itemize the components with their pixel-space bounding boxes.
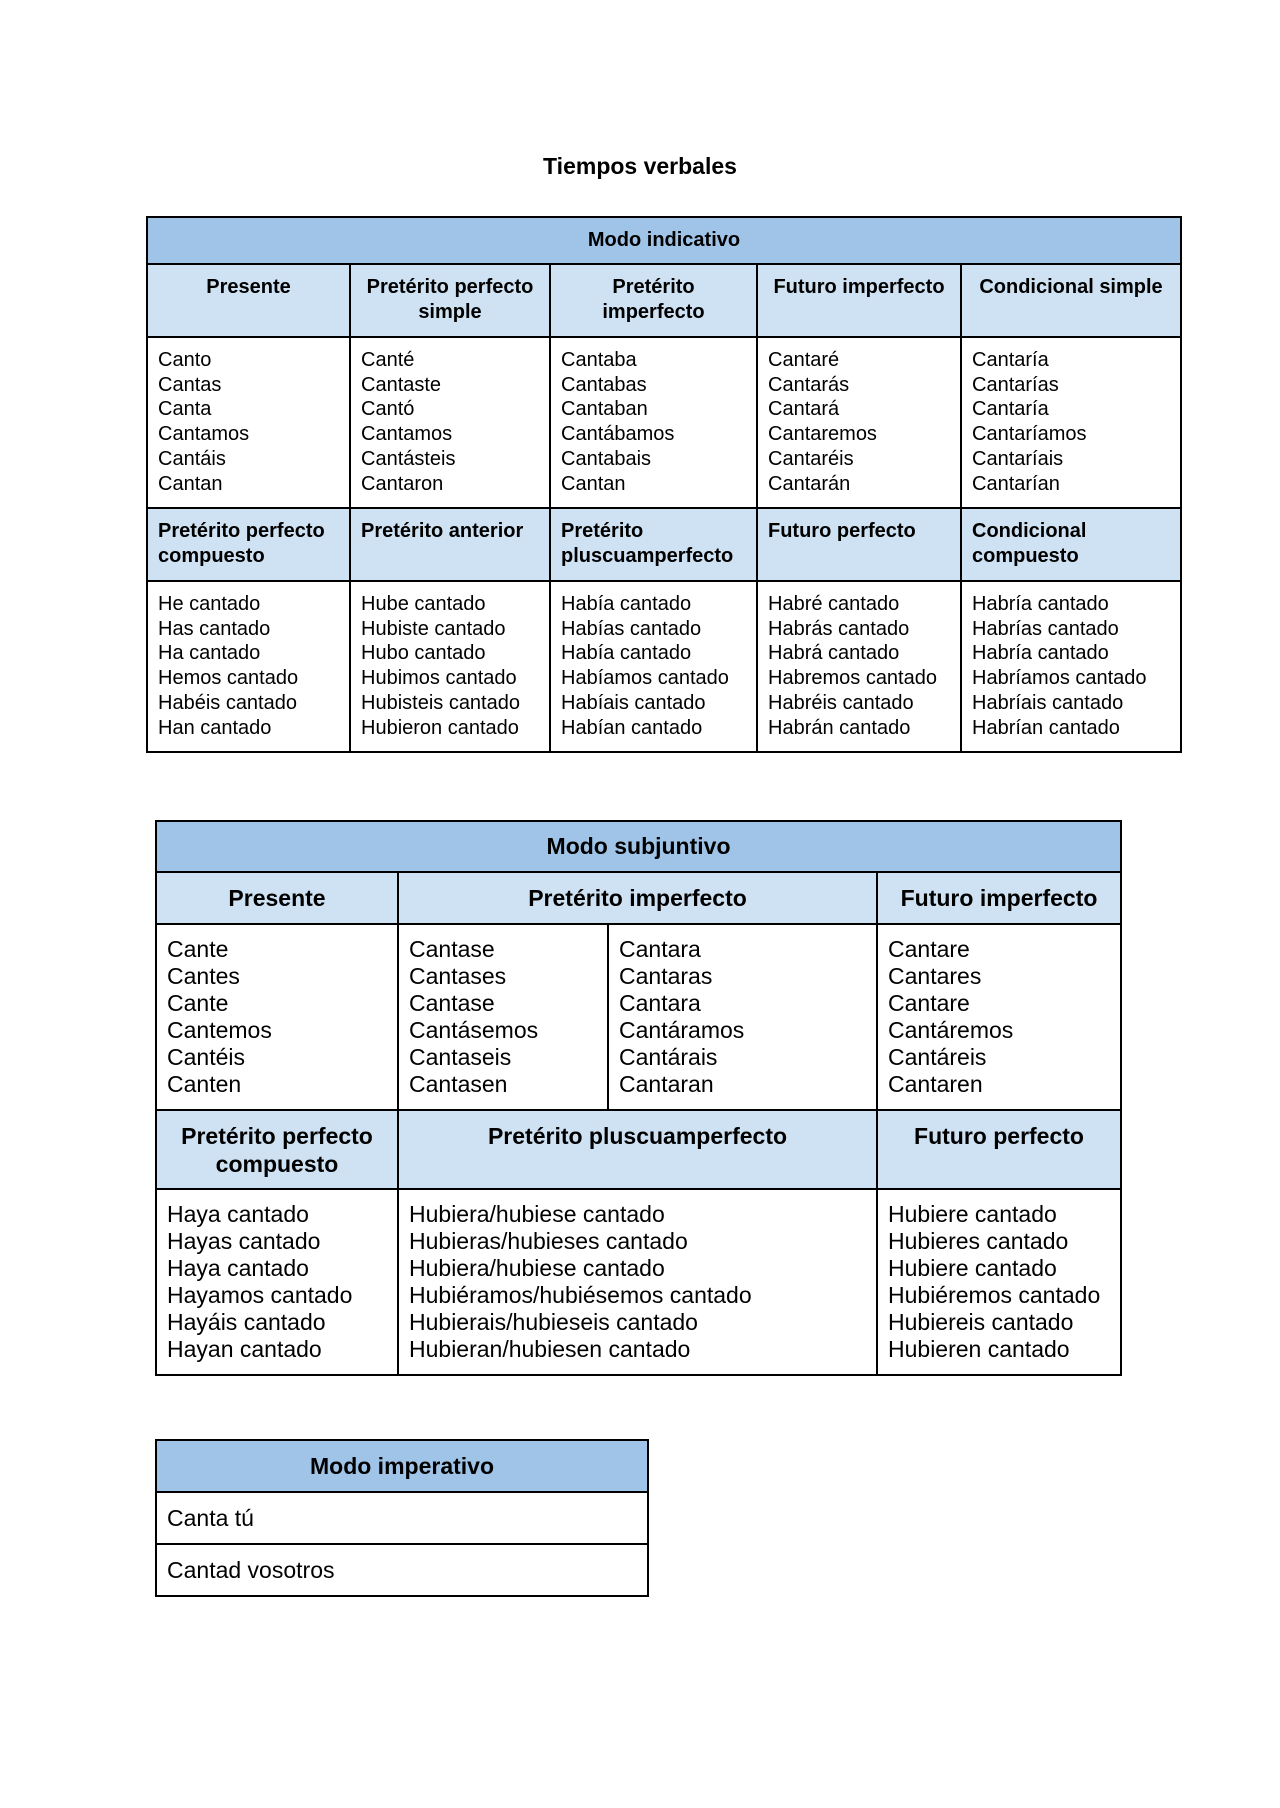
- conjugation-form: Cantara: [619, 936, 701, 962]
- conjugation-form: Habéis cantado: [158, 691, 297, 714]
- ind-header-futuro-imperfecto: Futuro imperfecto: [757, 264, 961, 337]
- conjugation-form: Cante: [167, 990, 229, 1016]
- conjugation-form: Hubiere cantado: [888, 1255, 1057, 1281]
- conjugation-form: Hubiéremos cantado: [888, 1282, 1101, 1308]
- conjugation-form: Hubieran/hubiesen cantado: [409, 1336, 691, 1362]
- conjugation-form: Cantemos: [167, 1017, 272, 1043]
- conjugation-form: Cantes: [167, 963, 240, 989]
- conjugation-form: Ha cantado: [158, 642, 261, 665]
- conjugation-form: Haya cantado: [167, 1201, 309, 1227]
- conjugation-form: Cantarías: [972, 373, 1059, 396]
- conjugation-form: Habrá cantado: [768, 642, 900, 665]
- conjugation-cell: [550, 337, 757, 508]
- conjugation-cell: [398, 924, 608, 1110]
- conjugation-cell: [961, 337, 1181, 508]
- conjugation-cell: [156, 924, 398, 1110]
- conjugation-form: Hubiere cantado: [888, 1201, 1057, 1227]
- conjugation-form: Cantan: [158, 472, 223, 495]
- conjugation-form: Cantare: [888, 936, 970, 962]
- conjugation-form: Cantaréis: [768, 447, 854, 470]
- conjugation-form: Habréis cantado: [768, 691, 914, 714]
- conjugation-form: Cantarás: [768, 373, 850, 396]
- conjugation-form: Cantabas: [561, 373, 647, 396]
- conjugation-cell: [147, 581, 350, 752]
- ind-header-preterito-perfecto-simple: Pretérito perfecto simple: [350, 264, 550, 337]
- sub-header-preterito-perfecto-compuesto: Pretérito perfecto compuesto: [156, 1110, 398, 1189]
- conjugation-form: Hayamos cantado: [167, 1282, 353, 1308]
- conjugation-form: Cantaseis: [409, 1044, 512, 1070]
- conjugation-form: Habíamos cantado: [561, 667, 729, 690]
- sub-header-futuro-imperfecto: Futuro imperfecto: [877, 872, 1121, 924]
- conjugation-form: Habré cantado: [768, 593, 900, 615]
- conjugation-form: Hubieren cantado: [888, 1336, 1070, 1362]
- conjugation-form: Hubieron cantado: [361, 716, 519, 739]
- conjugation-form: Cantasen: [409, 1071, 508, 1097]
- conjugation-form: Hubieres cantado: [888, 1228, 1069, 1254]
- conjugation-form: Cantarían: [972, 472, 1060, 495]
- conjugation-form: Habría cantado: [972, 593, 1109, 615]
- conjugation-cell: [350, 581, 550, 752]
- conjugation-form: Cantaría: [972, 349, 1049, 371]
- ind-header-futuro-perfecto: Futuro perfecto: [757, 508, 961, 581]
- conjugation-form: Cantáramos: [619, 1017, 745, 1043]
- conjugation-cell: [877, 1189, 1121, 1375]
- conjugation-form: Cantaste: [361, 373, 442, 396]
- conjugation-form: Hubieras/hubieses cantado: [409, 1228, 688, 1254]
- conjugation-form: Cantas: [158, 373, 222, 396]
- conjugation-form: Han cantado: [158, 716, 272, 739]
- ind-header-condicional-simple: Condicional simple: [961, 264, 1181, 337]
- imperativo-form: Canta tú: [156, 1492, 648, 1544]
- conjugation-form: Cantabais: [561, 447, 652, 470]
- conjugation-form: Hayan cantado: [167, 1336, 322, 1362]
- conjugation-form: Habríamos cantado: [972, 667, 1147, 690]
- conjugation-form: Habíais cantado: [561, 691, 706, 714]
- conjugation-cell: [608, 924, 877, 1110]
- conjugation-form: Cantaran: [619, 1071, 714, 1097]
- conjugation-form: Cantamos: [361, 423, 453, 446]
- conjugation-form: Haya cantado: [167, 1255, 309, 1281]
- conjugation-form: Cantaba: [561, 349, 637, 371]
- conjugation-form: Hubiéramos/hubiésemos cantado: [409, 1282, 752, 1308]
- imperativo-table: [155, 1439, 649, 1597]
- conjugation-form: Hubisteis cantado: [361, 691, 520, 714]
- conjugation-form: Había cantado: [561, 593, 692, 615]
- conjugation-form: Cantarán: [768, 472, 851, 495]
- sub-header-futuro-perfecto: Futuro perfecto: [877, 1110, 1121, 1189]
- subjuntivo-table: [155, 820, 1122, 1376]
- conjugation-cell: [757, 337, 961, 508]
- subjuntivo-title: Modo subjuntivo: [156, 821, 1121, 872]
- conjugation-form: Habremos cantado: [768, 667, 937, 690]
- conjugation-form: Cantare: [888, 990, 970, 1016]
- conjugation-form: Canten: [167, 1071, 242, 1097]
- ind-header-condicional-compuesto: Condicional compuesto: [961, 508, 1181, 581]
- ind-header-presente: Presente: [147, 264, 350, 337]
- conjugation-form: Cantases: [409, 963, 507, 989]
- ind-header-preterito-perfecto-compuesto: Pretérito perfecto compuesto: [147, 508, 350, 581]
- conjugation-form: Hubimos cantado: [361, 667, 517, 690]
- conjugation-form: Habrían cantado: [972, 716, 1120, 739]
- indicativo-table: [146, 216, 1182, 753]
- conjugation-form: Cantaríais: [972, 447, 1064, 470]
- conjugation-form: Hubiereis cantado: [888, 1309, 1074, 1335]
- ind-header-preterito-imperfecto: Pretérito imperfecto: [550, 264, 757, 337]
- conjugation-form: Habrán cantado: [768, 716, 911, 739]
- conjugation-form: Cantaré: [768, 349, 840, 371]
- conjugation-cell: [961, 581, 1181, 752]
- conjugation-form: Cantaría: [972, 398, 1049, 421]
- conjugation-form: Cantáreis: [888, 1044, 987, 1070]
- conjugation-cell: [398, 1189, 877, 1375]
- conjugation-cell: [757, 581, 961, 752]
- conjugation-form: Habías cantado: [561, 617, 702, 640]
- conjugation-form: Habían cantado: [561, 716, 703, 739]
- conjugation-cell: [350, 337, 550, 508]
- conjugation-form: Habríais cantado: [972, 691, 1124, 714]
- conjugation-form: Hube cantado: [361, 593, 486, 615]
- conjugation-form: Cantaremos: [768, 423, 877, 446]
- conjugation-form: Cantamos: [158, 423, 250, 446]
- conjugation-form: Hemos cantado: [158, 667, 299, 690]
- sub-header-preterito-pluscuamperfecto: Pretérito pluscuamperfecto: [398, 1110, 877, 1189]
- conjugation-form: Hayáis cantado: [167, 1309, 326, 1335]
- conjugation-form: Cantáis: [158, 447, 226, 470]
- conjugation-form: Cantará: [768, 398, 840, 421]
- conjugation-form: Hayas cantado: [167, 1228, 321, 1254]
- conjugation-form: Hubierais/hubieseis cantado: [409, 1309, 698, 1335]
- sub-header-preterito-imperfecto: Pretérito imperfecto: [398, 872, 877, 924]
- conjugation-form: Cantáremos: [888, 1017, 1014, 1043]
- conjugation-form: Cantaron: [361, 472, 444, 495]
- conjugation-form: Cantaríamos: [972, 423, 1087, 446]
- conjugation-cell: [147, 337, 350, 508]
- conjugation-form: Cante: [167, 936, 229, 962]
- conjugation-form: Hubiera/hubiese cantado: [409, 1201, 665, 1227]
- conjugation-cell: [550, 581, 757, 752]
- ind-header-preterito-anterior: Pretérito anterior: [350, 508, 550, 581]
- conjugation-form: Cantéis: [167, 1044, 245, 1070]
- conjugation-form: Habría cantado: [972, 642, 1109, 665]
- conjugation-form: Cantaras: [619, 963, 713, 989]
- conjugation-form: Canté: [361, 349, 415, 371]
- conjugation-form: Cantárais: [619, 1044, 718, 1070]
- conjugation-form: Cantaban: [561, 398, 648, 421]
- indicativo-title: Modo indicativo: [147, 217, 1181, 264]
- conjugation-form: Cantaren: [888, 1071, 983, 1097]
- conjugation-form: Había cantado: [561, 642, 692, 665]
- conjugation-form: Cantase: [409, 990, 495, 1016]
- conjugation-form: Cantásemos: [409, 1017, 539, 1043]
- conjugation-form: Habrías cantado: [972, 617, 1119, 640]
- conjugation-form: Hubiera/hubiese cantado: [409, 1255, 665, 1281]
- conjugation-form: Cantan: [561, 472, 626, 495]
- conjugation-form: Cantase: [409, 936, 495, 962]
- conjugation-form: Hubiste cantado: [361, 617, 506, 640]
- conjugation-cell: [156, 1189, 398, 1375]
- conjugation-form: Hubo cantado: [361, 642, 486, 665]
- document-title: Tiempos verbales: [543, 153, 737, 179]
- conjugation-form: Cantábamos: [561, 423, 675, 446]
- imperativo-title: Modo imperativo: [156, 1440, 648, 1492]
- conjugation-form: Cantó: [361, 398, 415, 421]
- sub-header-presente: Presente: [156, 872, 398, 924]
- ind-header-preterito-pluscuamperfecto: Pretérito pluscuamperfecto: [550, 508, 757, 581]
- conjugation-form: Habrás cantado: [768, 617, 910, 640]
- conjugation-cell: [877, 924, 1121, 1110]
- conjugation-form: Canto: [158, 349, 212, 371]
- conjugation-form: Cantara: [619, 990, 701, 1016]
- conjugation-form: Cantares: [888, 963, 982, 989]
- conjugation-form: Has cantado: [158, 617, 271, 640]
- conjugation-form: Canta: [158, 398, 212, 421]
- imperativo-form: Cantad vosotros: [156, 1544, 648, 1596]
- conjugation-form: Cantásteis: [361, 447, 456, 470]
- conjugation-form: He cantado: [158, 593, 261, 615]
